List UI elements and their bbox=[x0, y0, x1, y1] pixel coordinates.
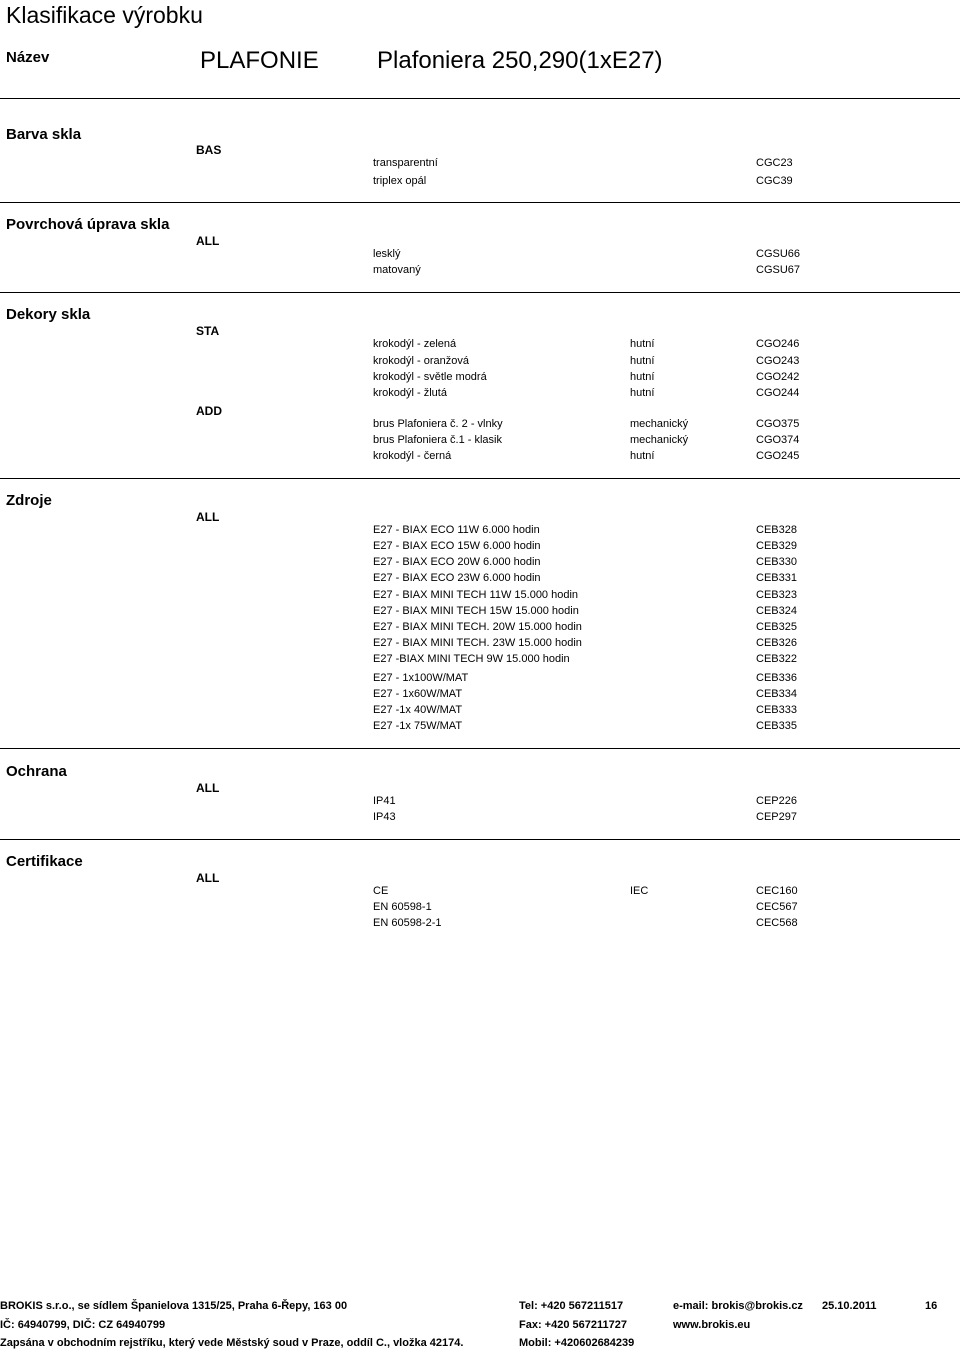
list-item bbox=[0, 672, 960, 687]
item-code: CEB326 bbox=[756, 637, 797, 649]
footer-web[interactable]: www.brokis.eu bbox=[673, 1319, 751, 1331]
item-code: CEB323 bbox=[756, 589, 797, 601]
item-code: CGSU66 bbox=[756, 248, 801, 260]
list-item bbox=[0, 704, 960, 719]
item-code: CEB325 bbox=[756, 621, 797, 633]
item-type: hutní bbox=[630, 371, 655, 383]
group-label-all: ALL bbox=[196, 510, 220, 524]
section-label-barva: Barva skla bbox=[6, 126, 82, 143]
list-item bbox=[0, 795, 960, 810]
footer-fax: Fax: +420 567211727 bbox=[519, 1319, 627, 1331]
item-name: E27 - 1x100W/MAT bbox=[373, 672, 469, 684]
item-code: CEB331 bbox=[756, 572, 797, 584]
item-code: CEC160 bbox=[756, 885, 798, 897]
item-name: E27 -1x 75W/MAT bbox=[373, 720, 463, 732]
product-family: PLAFONIE bbox=[200, 47, 319, 74]
item-name: triplex opál bbox=[373, 175, 427, 187]
item-name: matovaný bbox=[373, 264, 421, 276]
list-item bbox=[0, 540, 960, 555]
item-name: E27 - 1x60W/MAT bbox=[373, 688, 463, 700]
item-name: lesklý bbox=[373, 248, 401, 260]
item-name: brus Plafoniera č.1 - klasik bbox=[373, 434, 502, 446]
item-code: CEB328 bbox=[756, 524, 797, 536]
item-code: CEB334 bbox=[756, 688, 797, 700]
item-name: E27 - BIAX MINI TECH 15W 15.000 hodin bbox=[373, 605, 579, 617]
group-label-sta: STA bbox=[196, 324, 220, 338]
item-name: EN 60598-1 bbox=[373, 901, 432, 913]
divider bbox=[0, 98, 960, 99]
list-item bbox=[0, 556, 960, 571]
list-item bbox=[0, 885, 960, 900]
item-name: E27 - BIAX MINI TECH. 23W 15.000 hodin bbox=[373, 637, 582, 649]
footer-email[interactable]: e-mail: brokis@brokis.cz bbox=[673, 1300, 803, 1312]
item-code: CGO246 bbox=[756, 338, 800, 350]
item-name: transparentní bbox=[373, 157, 438, 169]
item-code: CEB329 bbox=[756, 540, 797, 552]
item-name: E27 - BIAX MINI TECH 11W 15.000 hodin bbox=[373, 589, 579, 601]
list-item bbox=[0, 901, 960, 916]
group-label-all: ALL bbox=[196, 781, 220, 795]
item-code: CGO242 bbox=[756, 371, 800, 383]
item-name: E27 -BIAX MINI TECH 9W 15.000 hodin bbox=[373, 653, 570, 665]
item-code: CGO375 bbox=[756, 418, 800, 430]
item-type: IEC bbox=[630, 885, 649, 897]
footer-company: BROKIS s.r.o., se sídlem Španielova 1315/25, Praha 6-Řepy, 163 00 bbox=[0, 1300, 348, 1312]
item-name: E27 - BIAX ECO 15W 6.000 hodin bbox=[373, 540, 541, 552]
list-item bbox=[0, 605, 960, 620]
list-item bbox=[0, 355, 960, 370]
section-label-dekory: Dekory skla bbox=[6, 306, 91, 323]
footer-register: Zapsána v obchodním rejstříku, který vede Městský soud v Praze, oddíl C., vložka 42174. bbox=[0, 1337, 464, 1349]
item-type: mechanický bbox=[630, 418, 689, 430]
list-item bbox=[0, 248, 960, 263]
group-label-all: ALL bbox=[196, 871, 220, 885]
divider bbox=[0, 478, 960, 479]
item-name: EN 60598-2-1 bbox=[373, 917, 442, 929]
item-code: CEB324 bbox=[756, 605, 797, 617]
item-code: CEB335 bbox=[756, 720, 797, 732]
section-label-ochrana: Ochrana bbox=[6, 763, 67, 780]
item-code: CEB322 bbox=[756, 653, 797, 665]
footer-ids: IČ: 64940799, DIČ: CZ 64940799 bbox=[0, 1319, 166, 1331]
item-code: CGO244 bbox=[756, 387, 800, 399]
footer-page-number: 16 bbox=[925, 1300, 938, 1312]
list-item bbox=[0, 637, 960, 652]
item-name: IP43 bbox=[373, 811, 396, 823]
item-name: brus Plafoniera č. 2 - vlnky bbox=[373, 418, 503, 430]
item-name: E27 - BIAX ECO 11W 6.000 hodin bbox=[373, 524, 540, 536]
item-code: CGC23 bbox=[756, 157, 793, 169]
divider bbox=[0, 202, 960, 203]
divider bbox=[0, 292, 960, 293]
item-name: E27 -1x 40W/MAT bbox=[373, 704, 463, 716]
item-name: CE bbox=[373, 885, 389, 897]
item-code: CEP297 bbox=[756, 811, 797, 823]
item-code: CGSU67 bbox=[756, 264, 801, 276]
list-item bbox=[0, 572, 960, 587]
section-label-zdroje: Zdroje bbox=[6, 492, 52, 509]
item-type: mechanický bbox=[630, 434, 689, 446]
list-item bbox=[0, 450, 960, 465]
list-item bbox=[0, 387, 960, 402]
item-name: krokodýl - oranžová bbox=[373, 355, 469, 367]
item-type: hutní bbox=[630, 338, 655, 350]
list-item bbox=[0, 621, 960, 636]
list-item bbox=[0, 720, 960, 735]
group-label-bas: BAS bbox=[196, 143, 222, 157]
item-name: krokodýl - černá bbox=[373, 450, 452, 462]
list-item bbox=[0, 917, 960, 932]
list-item bbox=[0, 418, 960, 433]
list-item bbox=[0, 811, 960, 826]
group-label-all: ALL bbox=[196, 234, 220, 248]
item-code: CEP226 bbox=[756, 795, 797, 807]
divider bbox=[0, 839, 960, 840]
item-name: krokodýl - světle modrá bbox=[373, 371, 487, 383]
item-code: CEB330 bbox=[756, 556, 797, 568]
page-title: Klasifikace výrobku bbox=[6, 2, 203, 28]
list-item bbox=[0, 371, 960, 386]
section-label-certifikace: Certifikace bbox=[6, 853, 83, 870]
item-code: CEB336 bbox=[756, 672, 797, 684]
item-code: CGC39 bbox=[756, 175, 793, 187]
group-label-add: ADD bbox=[196, 404, 222, 418]
item-type: hutní bbox=[630, 355, 655, 367]
footer-tel: Tel: +420 567211517 bbox=[519, 1300, 624, 1312]
item-type: hutní bbox=[630, 450, 655, 462]
list-item bbox=[0, 688, 960, 703]
section-label-povrch: Povrchová úprava skla bbox=[6, 216, 170, 233]
item-code: CEB333 bbox=[756, 704, 797, 716]
footer-mobil: Mobil: +420602684239 bbox=[519, 1337, 635, 1349]
item-name: E27 - BIAX ECO 20W 6.000 hodin bbox=[373, 556, 541, 568]
list-item bbox=[0, 175, 960, 190]
item-name: IP41 bbox=[373, 795, 396, 807]
item-code: CGO374 bbox=[756, 434, 800, 446]
item-type: hutní bbox=[630, 387, 655, 399]
footer-date: 25.10.2011 bbox=[822, 1300, 877, 1312]
list-item bbox=[0, 338, 960, 353]
item-code: CEC568 bbox=[756, 917, 798, 929]
name-label: Název bbox=[6, 49, 50, 66]
list-item bbox=[0, 264, 960, 279]
item-name: krokodýl - žlutá bbox=[373, 387, 447, 399]
list-item bbox=[0, 157, 960, 172]
item-name: E27 - BIAX MINI TECH. 20W 15.000 hodin bbox=[373, 621, 582, 633]
item-name: E27 - BIAX ECO 23W 6.000 hodin bbox=[373, 572, 541, 584]
item-code: CGO245 bbox=[756, 450, 800, 462]
list-item bbox=[0, 653, 960, 668]
item-code: CEC567 bbox=[756, 901, 798, 913]
product-name: Plafoniera 250,290(1xE27) bbox=[377, 47, 663, 74]
list-item bbox=[0, 589, 960, 604]
list-item bbox=[0, 434, 960, 449]
list-item bbox=[0, 524, 960, 539]
divider bbox=[0, 748, 960, 749]
item-code: CGO243 bbox=[756, 355, 800, 367]
item-name: krokodýl - zelená bbox=[373, 338, 457, 350]
